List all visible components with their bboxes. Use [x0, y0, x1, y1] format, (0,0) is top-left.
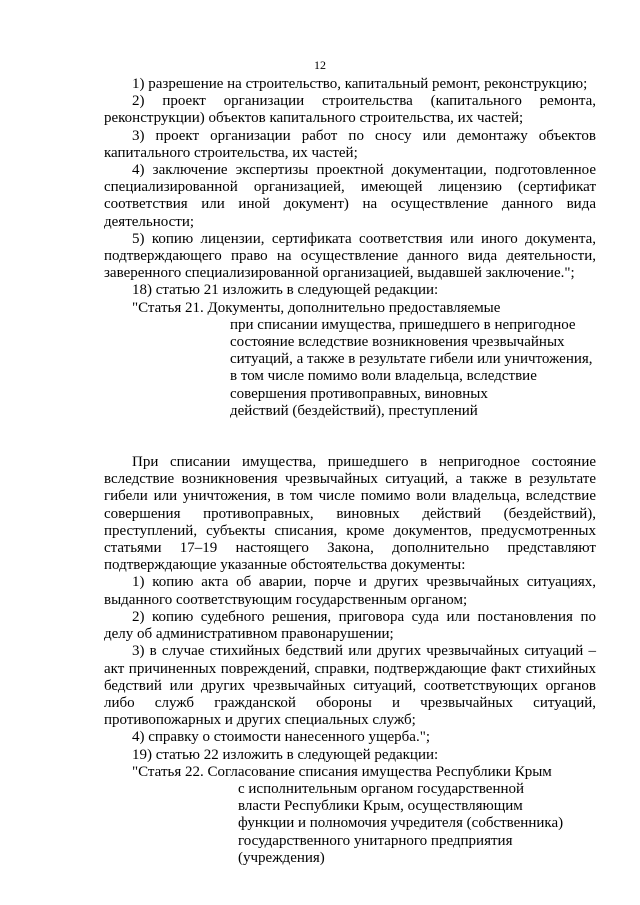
document-body	[104, 76, 596, 867]
list-item-expertise-conclusion: 4) заключение экспертизы проектной документации, подготовленное специализированной организацией, имеющей лицензию (сертификат соответствия или иной документ) на осуществление данного вида деятельности;	[104, 162, 596, 230]
list-item-license-copy: 5) копию лицензии, сертификата соответствия или иного документа, подтверждающего право на осуществление данного вида деятельности, заверенного специализированной организацией, выдавшей заключение.";	[104, 230, 596, 282]
article-21-title-cont: совершения противоправных, виновных	[230, 385, 488, 402]
article-21-title-cont: при списании имущества, пришедшего в непригодное	[230, 316, 576, 333]
article-22-heading	[104, 764, 596, 867]
amendment-18-intro: 18) статью 21 изложить в следующей редакции:	[132, 282, 439, 299]
list-item-accident-act: 1) копию акта об аварии, порче и других чрезвычайных ситуациях, выданного соответствующим государственным органом;	[104, 574, 596, 608]
article-21-title-cont: в том числе помимо воли владельца, вследствие	[230, 368, 537, 385]
article-22-title-line: "Статья 22. Согласование списания имущества Республики Крым	[132, 763, 552, 780]
article-22-title-cont: с исполнительным органом государственной	[238, 780, 525, 797]
spacer	[104, 420, 596, 454]
list-item-disaster-act: 3) в случае стихийных бедствий или других чрезвычайных ситуаций – акт причиненных повреждений, справки, подтверждающие факт стихийных бедствий или других чрезвычайных ситуаций, соответствующих органов либо служб гражданской обороны и чрезвычайных ситуаций, противопожарных и других специальных служб;	[104, 643, 596, 729]
amendment-19-intro: 19) статью 22 изложить в следующей редакции:	[132, 746, 439, 763]
article-21-heading	[104, 300, 596, 420]
page-number: 12	[314, 58, 326, 72]
list-item-demolition-project: 3) проект организации работ по сносу или демонтажу объектов капитального строительства, их частей;	[104, 127, 596, 161]
list-item-court-decision: 2) копию судебного решения, приговора суда или постановления по делу об административном правонарушении;	[104, 608, 596, 643]
list-item-permit: 1) разрешение на строительство, капитальный ремонт, реконструкцию;	[132, 76, 588, 92]
article-22-title-cont: власти Республики Крым, осуществляющим	[238, 798, 523, 815]
article-21-title-cont: состояние вследствие возникновения чрезвычайных	[230, 334, 565, 351]
article-21-title-line: "Статья 21. Документы, дополнительно предоставляемые	[132, 299, 501, 316]
article-22-title-cont: государственного унитарного предприятия	[238, 832, 513, 849]
article-21-title-cont: действий (бездействий), преступлений	[230, 402, 478, 419]
list-item-construction-project: 2) проект организации строительства (капитального ремонта, реконструкции) объектов капитального строительства, их частей;	[104, 93, 596, 127]
article-21-title-cont: ситуаций, а также в результате гибели или уничтожения,	[230, 351, 593, 368]
list-item-damage-certificate: 4) справку о стоимости нанесенного ущерба.";	[132, 729, 431, 746]
article-21-body: При списании имущества, пришедшего в непригодное состояние вследствие возникновения чрезвычайных ситуаций, а также в результате гибели или уничтожения, в том числе помимо воли владельца, вследствие совершения противоправных, виновных действий (бездействий), преступлений, субъекты списания, кроме документов, предусмотренных статьями 17–19 настоящего Закона, дополнительно представляют подтверждающие указанные обстоятельства документы:	[104, 454, 596, 574]
article-22-title-cont: функции и полномочия учредителя (собственника)	[238, 815, 564, 832]
article-22-title-cont: (учреждения)	[238, 849, 325, 866]
